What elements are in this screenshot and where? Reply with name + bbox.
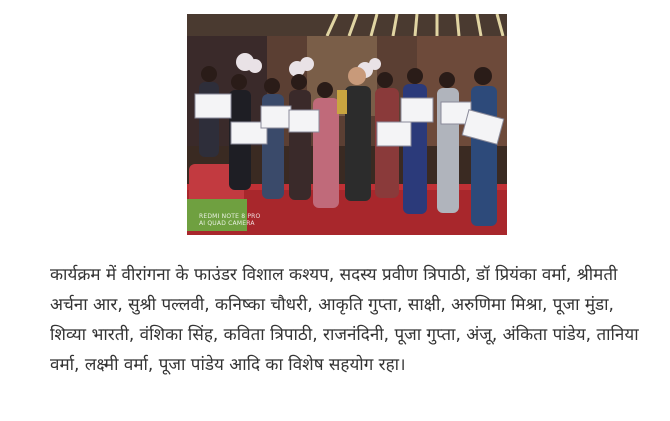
group-photo [187, 14, 507, 235]
watermark-line-1: REDMI NOTE 8 PRO [199, 213, 261, 220]
camera-watermark [199, 213, 260, 227]
group-photo-illustration [187, 14, 507, 235]
article-paragraph: कार्यक्रम में वीरांगना के फाउंडर विशाल कश्यप, सदस्य प्रवीण त्रिपाठी, डॉ प्रियंका वर्मा, श्रीमती अर्चना आर, सुश्री पल्लवी, कनिष्का चौधरी, आकृति गुप्ता, साक्षी, अरुणिमा मिश्रा, पूजा मुंडा, शिव्या भारती, वंशिका सिंह, कविता त्रिपाठी, राजनंदिनी, पूजा गुप्ता, अंजू, अंकिता पांडेय, तानिया वर्मा, लक्ष्मी वर्मा, पूजा पांडेय आदि का विशेष सहयोग रहा। [50, 265, 639, 375]
watermark-line-2: AI QUAD CAMERA [199, 220, 255, 227]
